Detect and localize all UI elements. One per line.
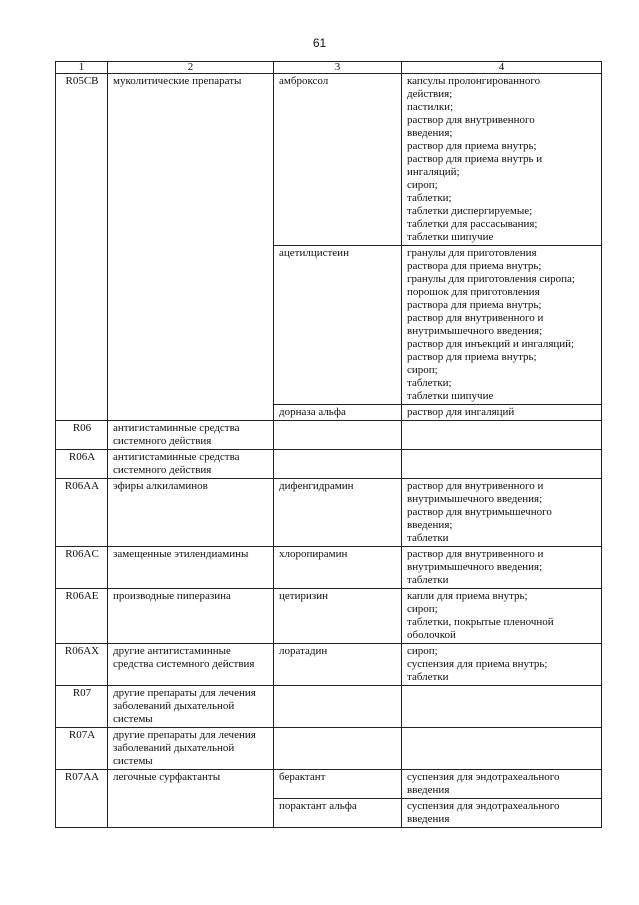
atc-code-cell: R06AX	[56, 644, 108, 686]
column-header-3: 3	[274, 62, 402, 74]
group-cell	[108, 770, 274, 828]
atc-code-cell: R06	[56, 421, 108, 450]
cell-text-line: средства системного действия	[113, 658, 255, 670]
cell-text-line: сироп;	[407, 364, 438, 376]
dosage-forms-cell	[402, 450, 602, 479]
cell-text-line: раствор для инъекций и ингаляций;	[407, 338, 575, 350]
group-cell	[108, 728, 274, 770]
cell-text-line: внутримышечного введения;	[407, 561, 543, 573]
cell-text-line: гранулы для приготовления сиропа;	[407, 273, 575, 285]
drug-name-cell	[274, 246, 402, 405]
table-row	[56, 421, 602, 450]
table-row	[56, 547, 602, 589]
cell-text-line: заболеваний дыхательной	[113, 700, 235, 712]
table-row	[56, 728, 602, 770]
group-cell	[108, 644, 274, 686]
cell-text-line: заболеваний дыхательной	[113, 742, 235, 754]
cell-text-line: раствора для приема внутрь;	[407, 299, 542, 311]
dosage-forms-cell	[402, 644, 602, 686]
cell-text-line: суспензия для эндотрахеального	[407, 800, 560, 812]
dosage-forms-cell	[402, 589, 602, 644]
cell-text-line: легочные сурфактанты	[113, 771, 221, 783]
cell-text-line: другие препараты для лечения	[113, 687, 256, 699]
cell-text-line: системы	[113, 755, 153, 767]
column-header-4: 4	[402, 62, 602, 74]
cell-text-line: суспензия для эндотрахеального	[407, 771, 560, 783]
table-header	[56, 62, 602, 74]
cell-text-line: системного действия	[113, 464, 212, 476]
drug-name-cell	[274, 479, 402, 547]
drug-name-cell	[274, 421, 402, 450]
cell-text-line: таблетки для рассасывания;	[407, 218, 538, 230]
cell-text-line: таблетки диспергируемые;	[407, 205, 533, 217]
atc-code-cell: R06AA	[56, 479, 108, 547]
group-cell	[108, 74, 274, 421]
cell-text-line: таблетки шипучие	[407, 390, 494, 402]
page-number: 61	[312, 36, 327, 50]
cell-text-line: антигистаминные средства	[113, 451, 240, 463]
atc-code-cell: R06A	[56, 450, 108, 479]
cell-text-line: порошок для приготовления	[407, 286, 540, 298]
cell-text-line: раствор для внутривенного и	[407, 480, 544, 492]
cell-text-line: антигистаминные средства	[113, 422, 240, 434]
cell-text-line: таблетки;	[407, 377, 452, 389]
table-row	[56, 450, 602, 479]
cell-text-line: введения	[407, 813, 450, 825]
cell-text-line: раствор для внутривенного и	[407, 312, 544, 324]
table-row	[56, 479, 602, 547]
drug-name-cell	[274, 405, 402, 421]
dosage-forms-cell	[402, 686, 602, 728]
cell-text-line: эфиры алкиламинов	[113, 480, 208, 492]
cell-text-line: сироп;	[407, 645, 438, 657]
cell-text-line: внутримышечного введения;	[407, 325, 543, 337]
cell-text-line: раствора для приема внутрь;	[407, 260, 542, 272]
group-cell	[108, 686, 274, 728]
cell-text-line: раствор для внутримышечного	[407, 506, 552, 518]
cell-text-line: раствор для приема внутрь и	[407, 153, 543, 165]
cell-text-line: раствор для приема внутрь;	[407, 140, 537, 152]
drug-name-cell	[274, 799, 402, 828]
dosage-forms-cell	[402, 728, 602, 770]
cell-text-line: амброксол	[279, 75, 329, 87]
cell-text-line: раствор для ингаляций	[407, 406, 515, 418]
cell-text-line: раствор для внутривенного	[407, 114, 535, 126]
cell-text-line: введения;	[407, 127, 453, 139]
drug-name-cell	[274, 547, 402, 589]
group-cell	[108, 589, 274, 644]
cell-text-line: сироп;	[407, 603, 438, 615]
drug-name-cell	[274, 770, 402, 799]
cell-text-line: берактант	[279, 771, 326, 783]
cell-text-line: сироп;	[407, 179, 438, 191]
cell-text-line: таблетки, покрытые пленочной	[407, 616, 554, 628]
table-row	[56, 74, 602, 246]
atc-code-cell: R06AC	[56, 547, 108, 589]
cell-text-line: суспензия для приема внутрь;	[407, 658, 548, 670]
drug-name-cell	[274, 74, 402, 246]
column-header-2: 2	[108, 62, 274, 74]
cell-text-line: дифенгидрамин	[279, 480, 354, 492]
cell-text-line: муколитические препараты	[113, 75, 242, 87]
cell-text-line: раствор для внутривенного и	[407, 548, 544, 560]
group-cell	[108, 547, 274, 589]
dosage-forms-cell	[402, 421, 602, 450]
atc-code-cell: R07A	[56, 728, 108, 770]
cell-text-line: лоратадин	[279, 645, 328, 657]
column-header-1: 1	[56, 62, 108, 74]
dosage-forms-cell	[402, 405, 602, 421]
cell-text-line: капсулы пролонгированного	[407, 75, 541, 87]
cell-text-line: другие препараты для лечения	[113, 729, 256, 741]
dosage-forms-cell	[402, 246, 602, 405]
group-cell	[108, 421, 274, 450]
cell-text-line: пастилки;	[407, 101, 454, 113]
cell-text-line: внутримышечного введения;	[407, 493, 543, 505]
cell-text-line: ацетилцистеин	[279, 247, 349, 259]
atc-code-cell: R05CB	[56, 74, 108, 421]
cell-text-line: таблетки шипучие	[407, 231, 494, 243]
group-cell	[108, 479, 274, 547]
table-body	[56, 74, 602, 828]
cell-text-line: дорназа альфа	[279, 406, 346, 418]
cell-text-line: другие антигистаминные	[113, 645, 231, 657]
drug-name-cell	[274, 450, 402, 479]
dosage-forms-cell	[402, 799, 602, 828]
drug-name-cell	[274, 589, 402, 644]
table-row	[56, 644, 602, 686]
cell-text-line: капли для приема внутрь;	[407, 590, 528, 602]
dosage-forms-cell	[402, 74, 602, 246]
cell-text-line: раствор для приема внутрь;	[407, 351, 537, 363]
atc-code-cell: R07AA	[56, 770, 108, 828]
cell-text-line: введения	[407, 784, 450, 796]
drug-classification-table	[55, 61, 602, 828]
dosage-forms-cell	[402, 770, 602, 799]
atc-code-cell: R06AE	[56, 589, 108, 644]
dosage-forms-cell	[402, 479, 602, 547]
cell-text-line: таблетки	[407, 671, 449, 683]
table-row	[56, 589, 602, 644]
cell-text-line: производные пиперазина	[113, 590, 231, 602]
cell-text-line: гранулы для приготовления	[407, 247, 537, 259]
cell-text-line: замещенные этилендиамины	[113, 548, 249, 560]
cell-text-line: системы	[113, 713, 153, 725]
drug-name-cell	[274, 686, 402, 728]
atc-code-cell: R07	[56, 686, 108, 728]
cell-text-line: таблетки	[407, 574, 449, 586]
cell-text-line: таблетки	[407, 532, 449, 544]
dosage-forms-cell	[402, 547, 602, 589]
cell-text-line: хлоропирамин	[279, 548, 348, 560]
table-row	[56, 770, 602, 799]
cell-text-line: введения;	[407, 519, 453, 531]
cell-text-line: действия;	[407, 88, 453, 100]
cell-text-line: системного действия	[113, 435, 212, 447]
drug-name-cell	[274, 728, 402, 770]
cell-text-line: цетиризин	[279, 590, 328, 602]
table-row	[56, 686, 602, 728]
cell-text-line: таблетки;	[407, 192, 452, 204]
cell-text-line: оболочкой	[407, 629, 456, 641]
drug-name-cell	[274, 644, 402, 686]
group-cell	[108, 450, 274, 479]
cell-text-line: порактант альфа	[279, 800, 357, 812]
cell-text-line: ингаляций;	[407, 166, 460, 178]
